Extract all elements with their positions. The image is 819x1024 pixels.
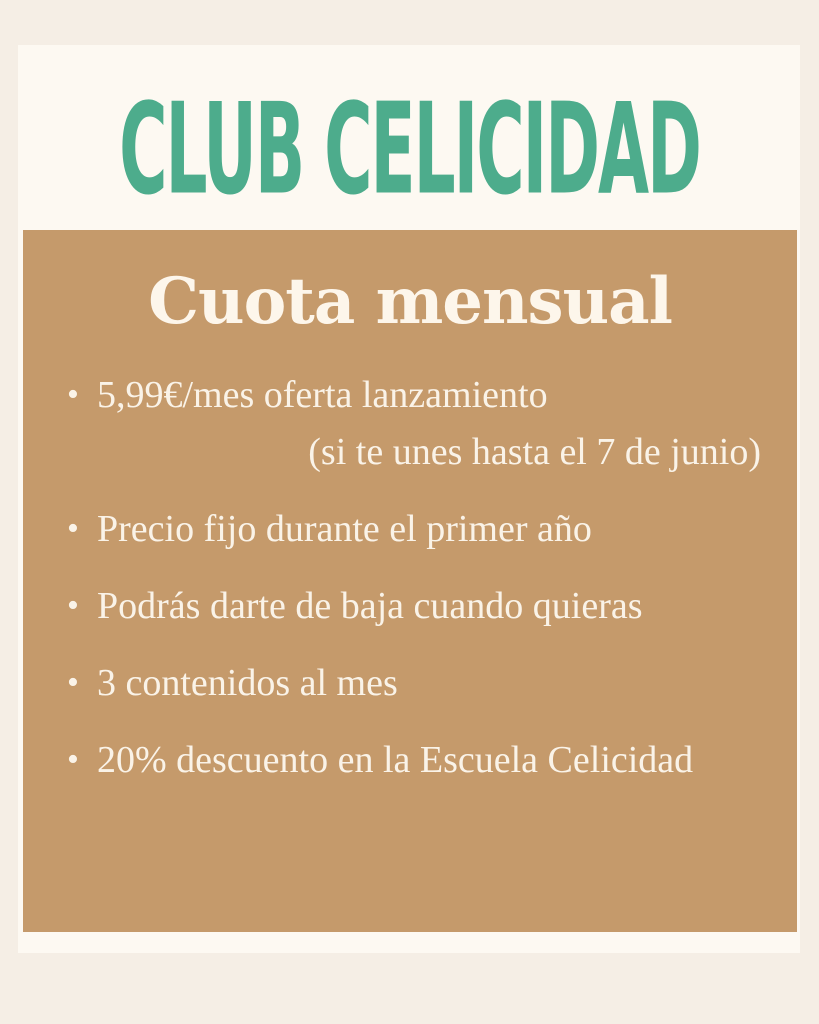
pricing-card	[23, 230, 797, 932]
benefit-item-fixed-price	[67, 501, 759, 558]
benefit-item-monthly-content	[67, 655, 759, 712]
benefit-subtext: (si te unes hasta el 7 de junio)	[308, 430, 761, 473]
benefit-text: 20% descuento en la Escuela Celicidad	[97, 738, 694, 781]
bullet-icon: •	[67, 586, 79, 624]
benefit-item-school-discount	[67, 732, 759, 789]
benefit-item-cancel-anytime	[67, 578, 759, 635]
benefit-text: 3 contenidos al mes	[97, 661, 398, 704]
benefit-text: Precio fijo durante el primer año	[97, 507, 592, 550]
benefits-list	[23, 367, 797, 789]
bullet-icon: •	[67, 663, 79, 701]
bullet-icon: •	[67, 509, 79, 547]
bullet-icon: •	[67, 375, 79, 413]
card-heading: Cuota mensual	[148, 264, 672, 339]
benefit-text: Podrás darte de baja cuando quieras	[97, 584, 643, 627]
benefit-item-launch-offer	[67, 367, 759, 481]
benefit-text: 5,99€/mes oferta lanzamiento	[97, 373, 548, 416]
bullet-icon: •	[67, 740, 79, 778]
page-title: CLUB CELICIDAD	[119, 76, 700, 223]
